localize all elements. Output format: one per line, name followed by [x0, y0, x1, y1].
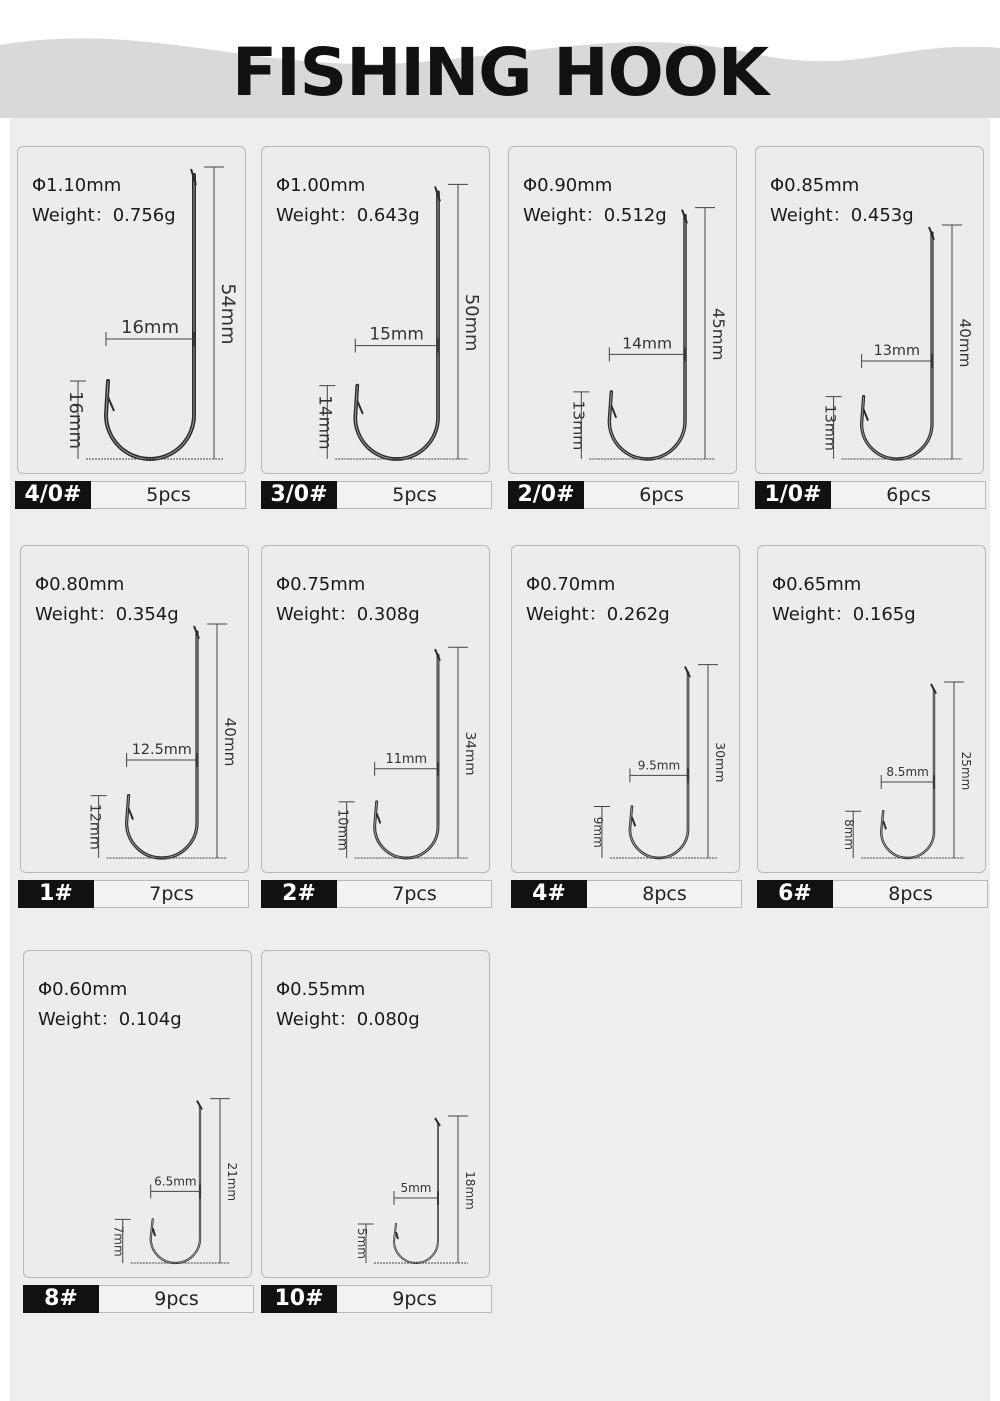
hook-size-label: 2#	[261, 880, 337, 908]
hook-size-label: 10#	[261, 1285, 337, 1313]
length-label: 25mm	[959, 751, 973, 791]
hook-card	[261, 146, 490, 474]
hook-quantity: 9pcs	[392, 1288, 437, 1310]
hook-card	[261, 950, 490, 1278]
length-label: 34mm	[462, 731, 478, 776]
hook-diameter: Φ0.75mm	[276, 574, 366, 595]
hook-quantity: 9pcs	[154, 1288, 199, 1310]
hook-diagram	[262, 951, 491, 1279]
hook-size-strip	[261, 880, 492, 908]
length-label: 50mm	[461, 293, 482, 352]
hook-weight: Weight：0.354g	[35, 604, 179, 625]
hook-shape	[591, 665, 728, 858]
depth-label: 8mm	[842, 819, 857, 851]
hook-shape	[315, 184, 482, 459]
hook-diameter: Φ0.85mm	[770, 175, 860, 196]
hook-weight: Weight：0.308g	[276, 604, 420, 625]
hook-size-label: 1#	[18, 880, 94, 908]
gap-label: 5mm	[400, 1181, 432, 1195]
hook-size-label: 6#	[757, 880, 833, 908]
hook-shape	[87, 624, 239, 858]
hook-shape	[822, 225, 974, 459]
hook-weight: Weight：0.756g	[32, 205, 176, 226]
hook-card	[23, 950, 252, 1278]
depth-label: 16mm	[65, 391, 86, 449]
hook-card	[511, 545, 740, 873]
hook-diameter: Φ0.90mm	[523, 175, 613, 196]
hook-diameter: Φ1.10mm	[32, 175, 122, 196]
hook-card	[20, 545, 249, 873]
depth-label: 13mm	[569, 400, 588, 451]
hook-shape	[112, 1099, 239, 1263]
hook-diameter: Φ1.00mm	[276, 175, 366, 196]
gap-label: 6.5mm	[154, 1174, 197, 1189]
page-title: FISHING HOOK	[232, 34, 768, 111]
hook-diagram	[24, 951, 253, 1279]
hook-diagram	[509, 147, 738, 475]
hook-size-label: 8#	[23, 1285, 99, 1313]
depth-label: 12mm	[86, 803, 103, 850]
hook-shape	[355, 1116, 477, 1263]
length-label: 21mm	[225, 1162, 239, 1202]
depth-label: 13mm	[821, 404, 838, 451]
hook-weight: Weight：0.643g	[276, 205, 420, 226]
hook-weight: Weight：0.104g	[38, 1009, 182, 1030]
hook-diameter: Φ0.80mm	[35, 574, 125, 595]
gap-label: 14mm	[622, 334, 673, 353]
hook-quantity: 6pcs	[886, 484, 931, 506]
hook-card	[261, 545, 490, 873]
hook-size-label: 3/0#	[261, 481, 337, 509]
gap-label: 9.5mm	[637, 758, 681, 773]
hook-diameter: Φ0.70mm	[526, 574, 616, 595]
hook-diagram	[262, 147, 491, 475]
hook-weight: Weight：0.165g	[772, 604, 916, 625]
hook-size-strip	[261, 481, 492, 509]
hook-quantity: 8pcs	[888, 883, 933, 905]
hook-size-strip	[755, 481, 986, 509]
hook-shape	[569, 208, 728, 459]
length-label: 40mm	[956, 318, 974, 368]
depth-label: 5mm	[355, 1227, 369, 1260]
hook-size-strip	[18, 880, 249, 908]
depth-label: 14mm	[315, 395, 336, 450]
hook-quantity: 5pcs	[392, 484, 437, 506]
hook-card	[508, 146, 737, 474]
length-label: 54mm	[217, 283, 239, 345]
gap-label: 8.5mm	[886, 765, 929, 779]
depth-label: 10mm	[334, 809, 350, 851]
length-label: 18mm	[463, 1171, 477, 1210]
hook-quantity: 6pcs	[639, 484, 684, 506]
length-label: 30mm	[713, 742, 728, 783]
gap-label: 12.5mm	[131, 742, 192, 758]
hook-quantity: 8pcs	[642, 883, 687, 905]
gap-label: 11mm	[385, 751, 428, 767]
hook-size-strip	[23, 1285, 254, 1313]
hook-size-label: 2/0#	[508, 481, 584, 509]
hook-diameter: Φ0.65mm	[772, 574, 862, 595]
hook-weight: Weight：0.512g	[523, 205, 667, 226]
hook-weight: Weight：0.453g	[770, 205, 914, 226]
hook-card	[757, 545, 986, 873]
hook-diagram	[18, 147, 247, 475]
hook-diagram	[21, 546, 250, 874]
hook-size-label: 4#	[511, 880, 587, 908]
length-label: 40mm	[221, 717, 239, 767]
header-banner	[0, 0, 1000, 118]
hook-size-strip	[757, 880, 988, 908]
gap-label: 16mm	[121, 317, 179, 338]
hook-quantity: 5pcs	[146, 484, 191, 506]
hook-card	[755, 146, 984, 474]
hook-size-strip	[511, 880, 742, 908]
depth-label: 9mm	[590, 816, 605, 848]
length-label: 45mm	[709, 308, 728, 361]
hook-size-strip	[261, 1285, 492, 1313]
hook-size-label: 1/0#	[755, 481, 831, 509]
hook-diagram	[262, 546, 491, 874]
depth-label: 7mm	[111, 1225, 126, 1257]
hook-card	[17, 146, 246, 474]
hook-diagram	[512, 546, 741, 874]
hook-diagram	[758, 546, 987, 874]
hook-diameter: Φ0.55mm	[276, 979, 366, 1000]
hook-quantity: 7pcs	[149, 883, 194, 905]
hook-shape	[65, 167, 239, 459]
hook-weight: Weight：0.080g	[276, 1009, 420, 1030]
hook-size-label: 4/0#	[15, 481, 91, 509]
gap-label: 13mm	[873, 343, 920, 359]
hook-diagram	[756, 147, 985, 475]
hook-diameter: Φ0.60mm	[38, 979, 128, 1000]
gap-label: 15mm	[369, 323, 424, 344]
hook-shape	[335, 647, 478, 858]
hook-size-strip	[15, 481, 246, 509]
hook-quantity: 7pcs	[392, 883, 437, 905]
hook-weight: Weight：0.262g	[526, 604, 670, 625]
hook-shape	[842, 682, 973, 858]
hook-size-strip	[508, 481, 739, 509]
